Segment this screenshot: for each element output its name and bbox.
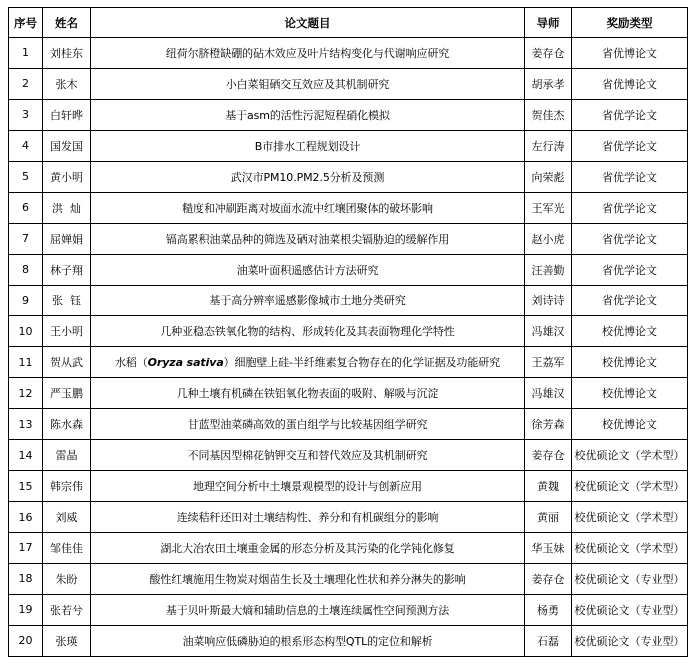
- row-award: 省优学论文: [572, 223, 688, 254]
- row-advisor: 姜存仓: [525, 563, 572, 594]
- row-award: 校优硕论文（学术型）: [572, 533, 688, 564]
- header-no: 序号: [9, 8, 43, 38]
- row-advisor: 王军光: [525, 192, 572, 223]
- header-name: 姓名: [43, 8, 91, 38]
- row-no: 9: [9, 285, 43, 316]
- row-advisor: 左行涛: [525, 130, 572, 161]
- row-name: 严玉鹏: [43, 378, 91, 409]
- row-no: 7: [9, 223, 43, 254]
- table-row: [9, 130, 688, 161]
- header-row: [9, 8, 688, 38]
- row-award: 省优学论文: [572, 254, 688, 285]
- row-name: 陈水森: [43, 409, 91, 440]
- row-advisor: 华玉妹: [525, 533, 572, 564]
- row-title: 甘蓝型油菜磷高效的蛋白组学与比较基因组学研究: [91, 409, 525, 440]
- table-row: [9, 316, 688, 347]
- row-advisor: 刘诗诗: [525, 285, 572, 316]
- row-title: 基于贝叶斯最大熵和辅助信息的土壤连续属性空间预测方法: [91, 594, 525, 625]
- row-name: 刘桂东: [43, 38, 91, 69]
- row-advisor: 冯雄汉: [525, 316, 572, 347]
- row-award: 校优博论文: [572, 409, 688, 440]
- row-no: 18: [9, 563, 43, 594]
- row-no: 20: [9, 625, 43, 656]
- row-title: 地理空间分析中土壤景观模型的设计与创新应用: [91, 471, 525, 502]
- row-award: 校优博论文: [572, 378, 688, 409]
- row-advisor: 赵小虎: [525, 223, 572, 254]
- row-no: 11: [9, 347, 43, 378]
- table-row: [9, 471, 688, 502]
- awards-table: [8, 7, 688, 657]
- scientific-name: Oryza sativa: [147, 356, 224, 370]
- table-row: [9, 409, 688, 440]
- row-advisor: 向荣彪: [525, 161, 572, 192]
- row-no: 13: [9, 409, 43, 440]
- table-row: [9, 594, 688, 625]
- row-no: 10: [9, 316, 43, 347]
- row-advisor: 黄丽: [525, 502, 572, 533]
- row-title: 不同基因型棉花钠钾交互和替代效应及其机制研究: [91, 440, 525, 471]
- table-row: [9, 285, 688, 316]
- table-row: [9, 161, 688, 192]
- row-name: 屈婵娟: [43, 223, 91, 254]
- row-award: 校优硕论文（学术型）: [572, 440, 688, 471]
- table-row: [9, 378, 688, 409]
- row-advisor: 汪善勤: [525, 254, 572, 285]
- table-row: [9, 502, 688, 533]
- row-award: 省优学论文: [572, 192, 688, 223]
- table-row: [9, 625, 688, 656]
- row-award: 校优硕论文（专业型）: [572, 625, 688, 656]
- row-title: B市排水工程规划设计: [91, 130, 525, 161]
- row-title: 几种土壤有机磷在铁铝氧化物表面的吸附、解吸与沉淀: [91, 378, 525, 409]
- header-advisor: 导师: [525, 8, 572, 38]
- row-title: 酸性红壤施用生物炭对烟苗生长及土壤理化性状和养分淋失的影响: [91, 563, 525, 594]
- row-name: 林子翔: [43, 254, 91, 285]
- table-row: [9, 38, 688, 69]
- title-prefix: 水稻（: [114, 356, 148, 370]
- row-award: 省优博论文: [572, 68, 688, 99]
- row-title: 纽荷尔脐橙缺硼的砧木效应及叶片结构变化与代谢响应研究: [91, 38, 525, 69]
- row-no: 4: [9, 130, 43, 161]
- table-row: [9, 192, 688, 223]
- row-advisor: 姜存仓: [525, 38, 572, 69]
- table-row: [9, 347, 688, 378]
- row-award: 省优学论文: [572, 161, 688, 192]
- row-title: 几种亚稳态铁氧化物的结构、形成转化及其表面物理化学特性: [91, 316, 525, 347]
- header-title: 论文题目: [91, 8, 525, 38]
- row-title: [91, 347, 525, 378]
- row-no: 15: [9, 471, 43, 502]
- row-award: 省优博论文: [572, 38, 688, 69]
- row-title: 油菜响应低磷胁迫的根系形态构型QTL的定位和解析: [91, 625, 525, 656]
- row-no: 2: [9, 68, 43, 99]
- row-name: 黄小明: [43, 161, 91, 192]
- row-advisor: 冯雄汉: [525, 378, 572, 409]
- row-award: 省优学论文: [572, 99, 688, 130]
- table-row: [9, 223, 688, 254]
- row-name: 朱盼: [43, 563, 91, 594]
- row-award: 校优博论文: [572, 347, 688, 378]
- row-award: 校优硕论文（专业型）: [572, 594, 688, 625]
- row-advisor: 杨勇: [525, 594, 572, 625]
- row-title: 油菜叶面积遥感估计方法研究: [91, 254, 525, 285]
- row-title: 湖北大冶农田土壤重金属的形态分析及其污染的化学钝化修复: [91, 533, 525, 564]
- row-no: 12: [9, 378, 43, 409]
- row-advisor: 王荔军: [525, 347, 572, 378]
- row-award: 省优学论文: [572, 130, 688, 161]
- row-title: 武汉市PM10.PM2.5分析及预测: [91, 161, 525, 192]
- row-name: 邹佳佳: [43, 533, 91, 564]
- row-name: 王小明: [43, 316, 91, 347]
- row-name: 张瑛: [43, 625, 91, 656]
- row-advisor: 贺佳杰: [525, 99, 572, 130]
- row-award: 校优硕论文（专业型）: [572, 563, 688, 594]
- row-award: 校优硕论文（学术型）: [572, 471, 688, 502]
- row-advisor: 石磊: [525, 625, 572, 656]
- row-no: 17: [9, 533, 43, 564]
- row-advisor: 徐芳森: [525, 409, 572, 440]
- row-title: 小白菜钼硒交互效应及其机制研究: [91, 68, 525, 99]
- row-no: 3: [9, 99, 43, 130]
- table-row: [9, 440, 688, 471]
- row-name: 洪 灿: [43, 192, 91, 223]
- row-advisor: 姜存仓: [525, 440, 572, 471]
- row-advisor: 胡承孝: [525, 68, 572, 99]
- row-title: 基于高分辨率遥感影像城市土地分类研究: [91, 285, 525, 316]
- row-name: 刘威: [43, 502, 91, 533]
- row-no: 14: [9, 440, 43, 471]
- row-name: 张木: [43, 68, 91, 99]
- row-name: 张 钰: [43, 285, 91, 316]
- row-title: 糙度和冲刷距离对坡面水流中红壤团聚体的破坏影响: [91, 192, 525, 223]
- row-name: 张若兮: [43, 594, 91, 625]
- row-no: 19: [9, 594, 43, 625]
- row-name: 白轩晔: [43, 99, 91, 130]
- row-award: 校优博论文: [572, 316, 688, 347]
- row-title: 基于asm的活性污泥短程硝化模拟: [91, 99, 525, 130]
- table-row: [9, 99, 688, 130]
- header-award: 奖励类型: [572, 8, 688, 38]
- row-title: 连续秸秆还田对土壤结构性、养分和有机碳组分的影响: [91, 502, 525, 533]
- row-name: 雷晶: [43, 440, 91, 471]
- row-name: 国发国: [43, 130, 91, 161]
- row-award: 校优硕论文（学术型）: [572, 502, 688, 533]
- row-no: 16: [9, 502, 43, 533]
- row-no: 5: [9, 161, 43, 192]
- table-row: [9, 533, 688, 564]
- row-advisor: 黄魏: [525, 471, 572, 502]
- row-award: 省优学论文: [572, 285, 688, 316]
- row-no: 1: [9, 38, 43, 69]
- table-row: [9, 563, 688, 594]
- row-name: 韩宗伟: [43, 471, 91, 502]
- row-no: 6: [9, 192, 43, 223]
- row-title: 镉高累积油菜品种的筛选及硒对油菜根尖镉胁迫的缓解作用: [91, 223, 525, 254]
- table-row: [9, 254, 688, 285]
- title-suffix: ）细胞壁上硅-半纤维素复合物存在的化学证据及功能研究: [223, 356, 501, 370]
- row-name: 贺从武: [43, 347, 91, 378]
- table-row: [9, 68, 688, 99]
- row-no: 8: [9, 254, 43, 285]
